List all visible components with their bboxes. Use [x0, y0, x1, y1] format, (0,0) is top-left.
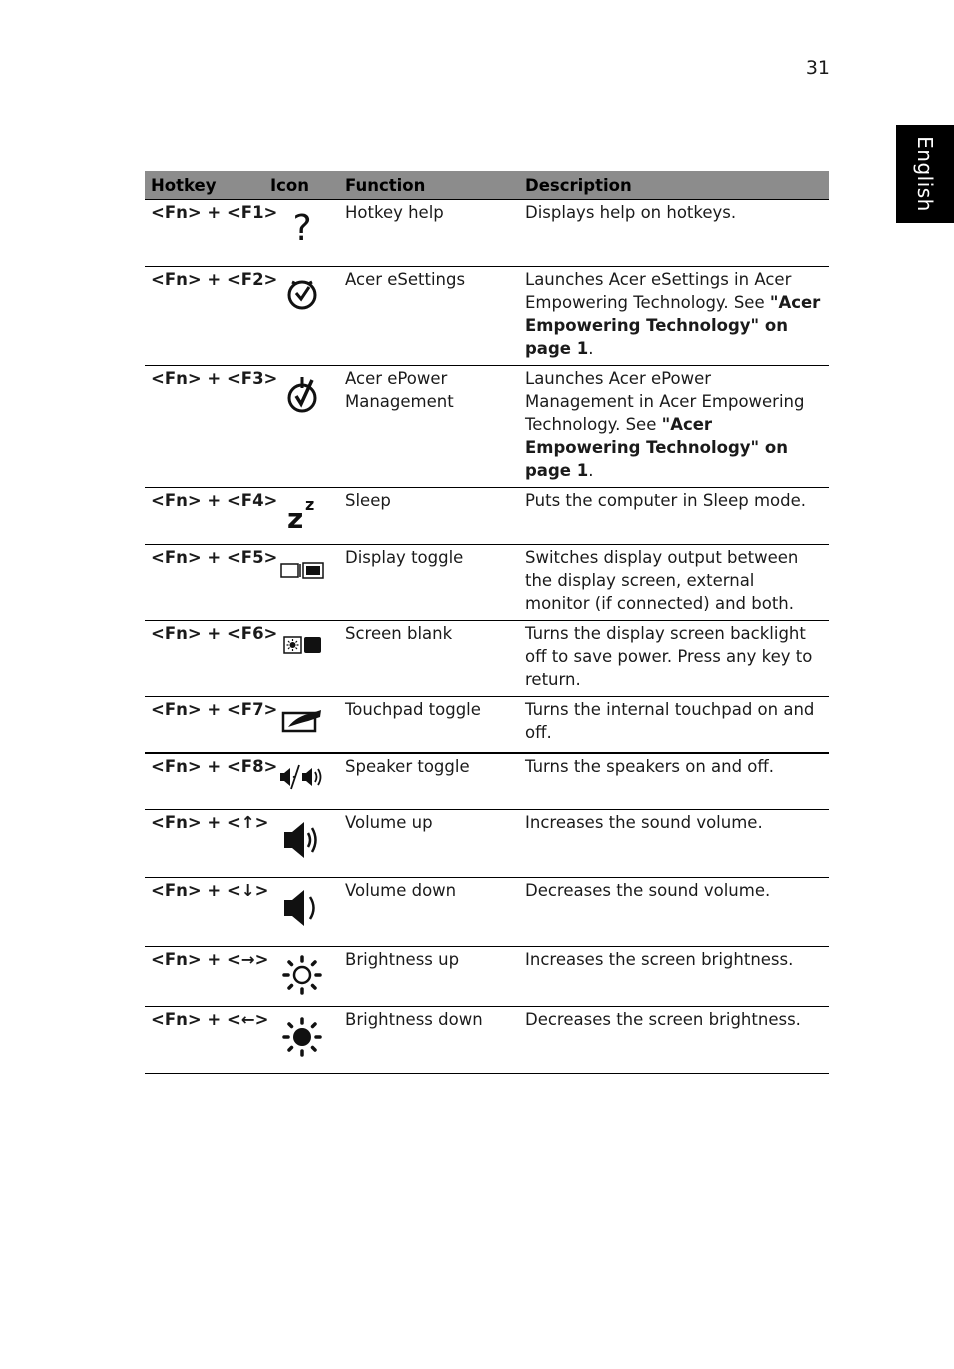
function-cell: Volume up	[339, 810, 519, 878]
description-text: Decreases the sound volume.	[525, 881, 771, 900]
icon-cell	[264, 1007, 339, 1074]
description-text: Turns the speakers on and off.	[525, 756, 775, 776]
question-mark-icon	[282, 206, 322, 246]
header-description: Description	[519, 171, 829, 200]
table-header-row	[145, 171, 829, 200]
icon-cell	[264, 878, 339, 947]
icon-cell	[264, 810, 339, 878]
description-text: Launches Acer ePower Management in Acer Empowering Technology. See	[525, 369, 805, 434]
description-cell	[519, 1007, 829, 1074]
brightness-up-icon	[280, 953, 324, 997]
hotkey-cell: <Fn> + <↑>	[145, 810, 264, 878]
table-row	[145, 488, 829, 545]
svg-text:?: ?	[291, 208, 312, 246]
volume-down-icon	[280, 886, 324, 930]
svg-text:z: z	[304, 495, 314, 514]
hotkey-cell: <Fn> + <F4>	[145, 488, 264, 545]
svg-text:z: z	[286, 502, 303, 532]
description-text: Decreases the screen brightness.	[525, 1010, 801, 1029]
touchpad-toggle-icon	[278, 705, 326, 735]
function-cell: Acer ePower Management	[339, 366, 519, 488]
brightness-down-icon	[280, 1015, 324, 1059]
table-row	[145, 878, 829, 947]
function-cell: Acer eSettings	[339, 267, 519, 366]
hotkey-cell: <Fn> + <→>	[145, 947, 264, 1007]
header-hotkey: Hotkey	[145, 171, 264, 200]
description-text: Turns the display screen backlight off to save power. Press any key to return.	[525, 624, 813, 689]
description-text: Turns the internal touchpad on and off.	[525, 700, 815, 742]
hotkey-cell: <Fn> + <F1>	[145, 200, 264, 267]
description-cell	[519, 200, 829, 267]
table-row	[145, 621, 829, 697]
acer-esettings-icon	[282, 273, 322, 313]
table-row	[145, 810, 829, 878]
speaker-toggle-icon	[278, 762, 326, 792]
hotkey-cell: <Fn> + <F8>	[145, 753, 264, 810]
function-cell: Brightness down	[339, 1007, 519, 1074]
description-cell	[519, 947, 829, 1007]
table-row	[145, 947, 829, 1007]
function-cell: Hotkey help	[339, 200, 519, 267]
hotkey-cell: <Fn> + <F5>	[145, 545, 264, 621]
description-cell	[519, 488, 829, 545]
volume-up-icon	[280, 818, 324, 862]
description-text: Launches Acer eSettings in Acer Empowering Technology. See	[525, 270, 792, 312]
function-cell: Touchpad toggle	[339, 697, 519, 753]
description-cell	[519, 697, 829, 753]
description-link[interactable]: "Acer Empowering Technology" on page 1	[525, 293, 821, 358]
function-cell: Sleep	[339, 488, 519, 545]
side-tab-label: English	[913, 136, 937, 212]
description-end: .	[588, 339, 594, 358]
sleep-icon	[282, 492, 322, 532]
description-end: .	[588, 461, 594, 480]
description-cell	[519, 810, 829, 878]
table-row	[145, 545, 829, 621]
description-cell	[519, 366, 829, 488]
screen-blank-icon	[278, 633, 326, 657]
function-cell: Screen blank	[339, 621, 519, 697]
description-text: Displays help on hotkeys.	[525, 203, 737, 222]
icon-cell	[264, 947, 339, 1007]
table-row	[145, 753, 829, 810]
hotkey-cell: <Fn> + <F3>	[145, 366, 264, 488]
hotkey-cell: <Fn> + <F6>	[145, 621, 264, 697]
description-text: Switches display output between the display screen, external monitor (if connected) and both.	[525, 548, 799, 613]
function-cell: Brightness up	[339, 947, 519, 1007]
header-icon: Icon	[264, 171, 339, 200]
hotkey-cell: <Fn> + <↓>	[145, 878, 264, 947]
description-text: Increases the sound volume.	[525, 813, 763, 832]
function-cell: Volume down	[339, 878, 519, 947]
description-cell	[519, 878, 829, 947]
function-cell: Display toggle	[339, 545, 519, 621]
page-number: 31	[805, 57, 830, 79]
description-cell	[519, 267, 829, 366]
table-row	[145, 200, 829, 267]
description-cell	[519, 621, 829, 697]
description-text: Increases the screen brightness.	[525, 950, 794, 969]
table-row	[145, 267, 829, 366]
table-row	[145, 1007, 829, 1074]
hotkey-cell: <Fn> + <F7>	[145, 697, 264, 753]
description-link[interactable]: "Acer Empowering Technology" on page 1	[525, 415, 788, 480]
hotkey-cell: <Fn> + <←>	[145, 1007, 264, 1074]
table-row	[145, 697, 829, 753]
language-side-tab	[896, 125, 954, 223]
description-text: Puts the computer in Sleep mode.	[525, 491, 806, 510]
hotkey-cell: <Fn> + <F2>	[145, 267, 264, 366]
description-cell	[519, 545, 829, 621]
acer-epower-icon	[282, 374, 322, 416]
display-toggle-icon	[278, 559, 326, 583]
function-cell: Speaker toggle	[339, 753, 519, 810]
hotkey-table	[145, 171, 829, 1074]
table-row	[145, 366, 829, 488]
header-function: Function	[339, 171, 519, 200]
description-cell	[519, 753, 829, 810]
